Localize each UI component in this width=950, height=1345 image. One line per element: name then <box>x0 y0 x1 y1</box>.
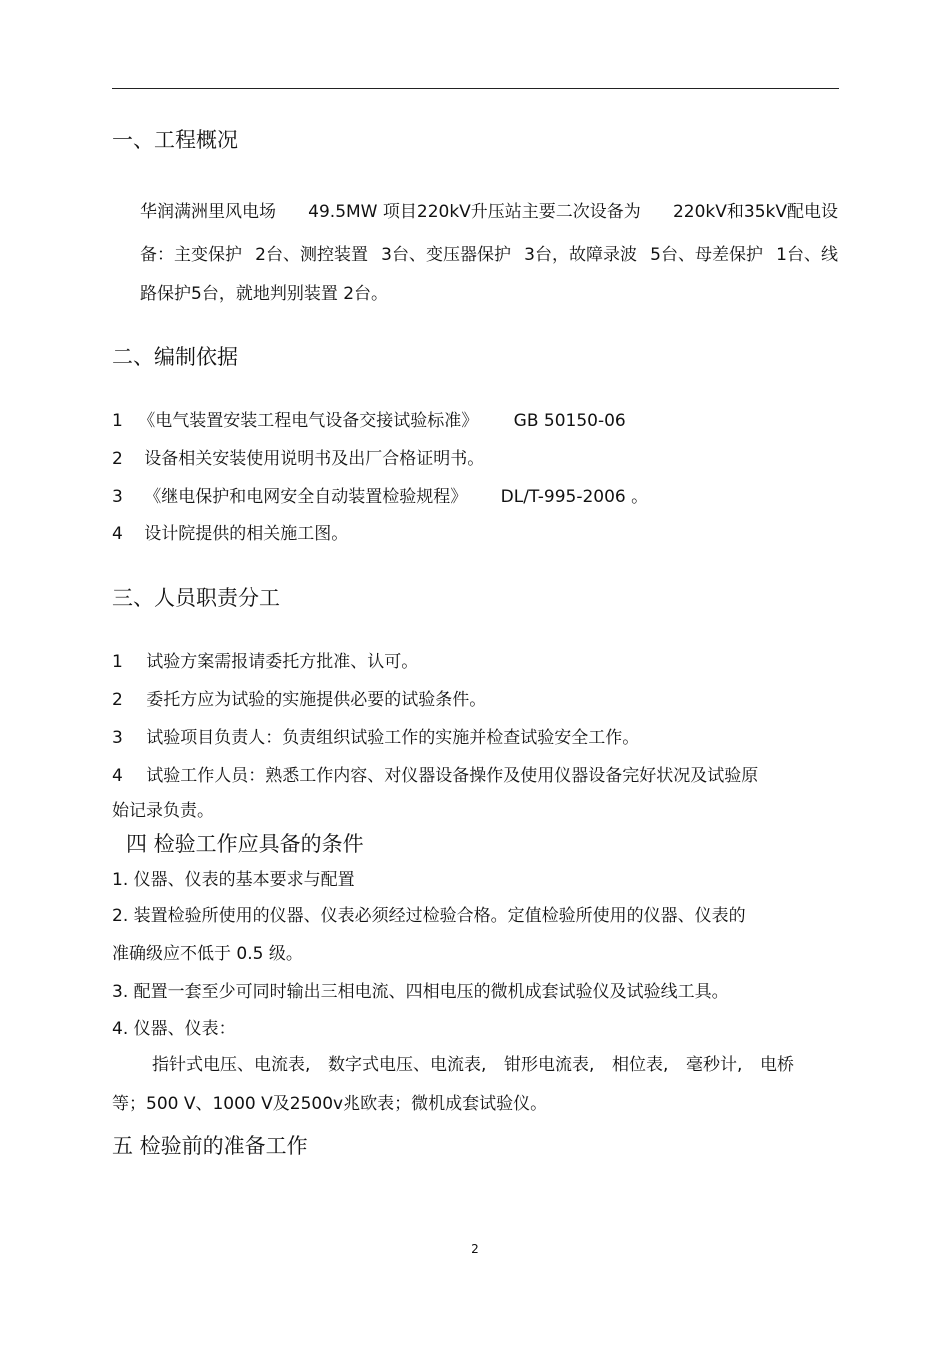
s1-p2-seg: 1台、线 <box>776 245 838 265</box>
item-number: 3 <box>112 728 123 748</box>
item-text: 《继电保护和电网安全自动装置检验规程》 <box>144 487 468 507</box>
s1-p2-seg: 3台，故障录波 <box>524 245 637 265</box>
s1-paragraph-line-1 <box>140 202 838 222</box>
s1-paragraph-line-2 <box>140 245 838 265</box>
s4-l5-seg: 毫秒计, <box>686 1055 743 1075</box>
item-text: 试验工作人员：熟悉工作内容、对仪器设备操作及使用仪器设备完好状况及试验原 <box>146 766 759 786</box>
s1-p2-seg: 5台、母差保护 <box>650 245 763 265</box>
item-number: 1 <box>112 652 123 672</box>
item-text: 试验项目负责人：负责组织试验工作的实施并检查试验安全工作。 <box>146 728 640 748</box>
item-text: 设计院提供的相关施工图。 <box>144 524 349 544</box>
item-number: 3 <box>112 487 123 507</box>
item-number: 2 <box>112 690 123 710</box>
section-5-heading: 五 检验前的准备工作 <box>112 1134 308 1158</box>
section-2-heading: 二、编制依据 <box>112 345 238 369</box>
item-number: 4 <box>112 766 123 786</box>
section-4-heading: 四 检验工作应具备的条件 <box>126 832 364 856</box>
s3-item-4 <box>112 766 758 786</box>
header-rule <box>112 88 839 89</box>
s1-p1-seg: 49.5MW 项目220kV升压站主要二次设备为 <box>308 202 641 222</box>
section-3-heading: 三、人员职责分工 <box>112 586 280 610</box>
s1-p2-seg: 2台、测控装置 <box>255 245 368 265</box>
page-number: 2 <box>471 1242 479 1256</box>
item-text: 设备相关安装使用说明书及出厂合格证明书。 <box>144 449 485 469</box>
s4-l5-seg: 数字式电压、电流表, <box>328 1055 487 1075</box>
s1-p1-seg: 华润满洲里风电场 <box>140 202 276 222</box>
s1-paragraph-line-3: 路保护5台，就地判别装置 2台。 <box>140 284 389 304</box>
s4-line-2: 2. 装置检验所使用的仪器、仪表必须经过检验合格。定值检验所使用的仪器、仪表的 <box>112 906 746 926</box>
s4-l5-seg: 钳形电流表, <box>504 1055 595 1075</box>
s1-p1-seg: 220kV和35kV配电设 <box>672 202 838 222</box>
s4-l5-seg: 相位表, <box>612 1055 669 1075</box>
s4-line-4: 4. 仪器、仪表： <box>112 1019 236 1039</box>
s2-item-3 <box>112 487 648 507</box>
item-number: 2 <box>112 449 123 469</box>
section-1-heading: 一、工程概况 <box>112 128 238 152</box>
s4-line-1: 1. 仪器、仪表的基本要求与配置 <box>112 870 355 890</box>
s3-item-4-continuation: 始记录负责。 <box>112 801 214 821</box>
s4-line-2-continuation: 准确级应不低于 0.5 级。 <box>112 944 303 964</box>
item-number: 1 <box>112 411 123 431</box>
s2-item-4 <box>112 524 348 544</box>
s3-item-1 <box>112 652 418 672</box>
s1-p2-seg: 备：主变保护 <box>140 245 242 265</box>
s4-line-3: 3. 配置一套至少可同时输出三相电流、四相电压的微机成套试验仪及试验线工具。 <box>112 982 729 1002</box>
item-text: 试验方案需报请委托方批准、认可。 <box>146 652 419 672</box>
item-text: 《电气装置安装工程电气设备交接试验标准》 <box>138 411 479 431</box>
s3-item-3 <box>112 728 639 748</box>
s3-item-2 <box>112 690 486 710</box>
s4-l5-seg: 指针式电压、电流表, <box>152 1055 311 1075</box>
item-text: 委托方应为试验的实施提供必要的试验条件。 <box>146 690 487 710</box>
s1-p2-seg: 3台、变压器保护 <box>381 245 511 265</box>
s2-item-2 <box>112 449 484 469</box>
s4-l5-seg: 电桥 <box>760 1055 794 1075</box>
standard-code: DL/T-995-2006 。 <box>500 487 649 507</box>
s4-line-5-continuation: 等；500 V、1000 V及2500v兆欧表；微机成套试验仪。 <box>112 1094 548 1114</box>
s4-line-5 <box>152 1055 794 1075</box>
s2-item-1 <box>112 411 626 431</box>
item-number: 4 <box>112 524 123 544</box>
standard-code: GB 50150-06 <box>513 411 626 431</box>
